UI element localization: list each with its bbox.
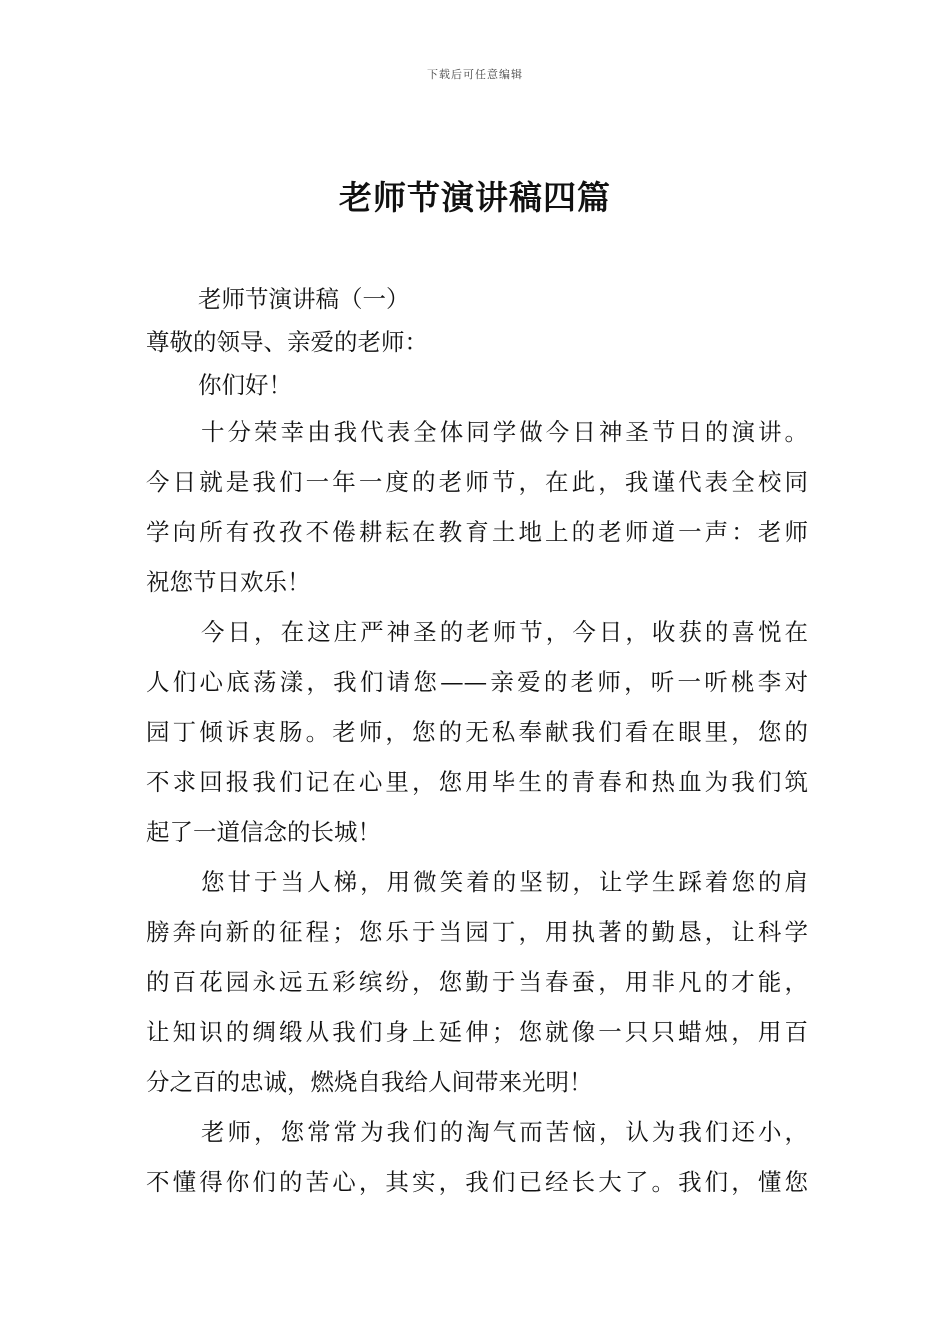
paragraph-line: 今日就是我们一年一度的老师节，在此，我谨代表全校同 xyxy=(146,468,808,496)
header-note: 下载后可任意编辑 xyxy=(427,68,523,81)
paragraph-line: 您甘于当人梯，用微笑着的坚韧，让学生踩着您的肩 xyxy=(201,868,808,896)
document-title: 老师节演讲稿四篇 xyxy=(339,178,611,217)
paragraph-line: 不懂得你们的苦心，其实，我们已经长大了。我们，懂您 xyxy=(146,1168,808,1196)
paragraph-line: 老师，您常常为我们的淘气而苦恼，认为我们还小， xyxy=(201,1118,808,1146)
paragraph-line: 祝您节日欢乐！ xyxy=(146,568,311,596)
paragraph-line: 园丁倾诉衷肠。老师，您的无私奉献我们看在眼里，您的 xyxy=(146,718,808,746)
paragraph-line: 不求回报我们记在心里，您用毕生的青春和热血为我们筑 xyxy=(146,768,808,796)
paragraph-line: 膀奔向新的征程；您乐于当园丁，用执著的勤恳，让科学 xyxy=(146,918,808,946)
paragraph-line: 的百花园永远五彩缤纷，您勤于当春蚕，用非凡的才能， xyxy=(146,968,808,996)
paragraph-line: 起了一道信念的长城！ xyxy=(146,818,381,846)
paragraph-line: 学向所有孜孜不倦耕耘在教育土地上的老师道一声：老师 xyxy=(146,518,808,546)
section-heading: 老师节演讲稿（一） xyxy=(198,285,410,313)
paragraph-line: 让知识的绸缎从我们身上延伸；您就像一只只蜡烛，用百 xyxy=(146,1018,808,1046)
paragraph-line: 今日，在这庄严神圣的老师节，今日，收获的喜悦在 xyxy=(201,618,808,646)
paragraph-line: 十分荣幸由我代表全体同学做今日神圣节日的演讲。 xyxy=(201,418,808,446)
paragraph-line: 人们心底荡漾，我们请您——亲爱的老师，听一听桃李对 xyxy=(146,668,808,696)
paragraph-line: 分之百的忠诚，燃烧自我给人间带来光明！ xyxy=(146,1068,593,1096)
salutation: 尊敬的领导、亲爱的老师： xyxy=(146,328,428,356)
document-body xyxy=(146,278,808,1207)
greeting: 你们好！ xyxy=(198,371,292,399)
